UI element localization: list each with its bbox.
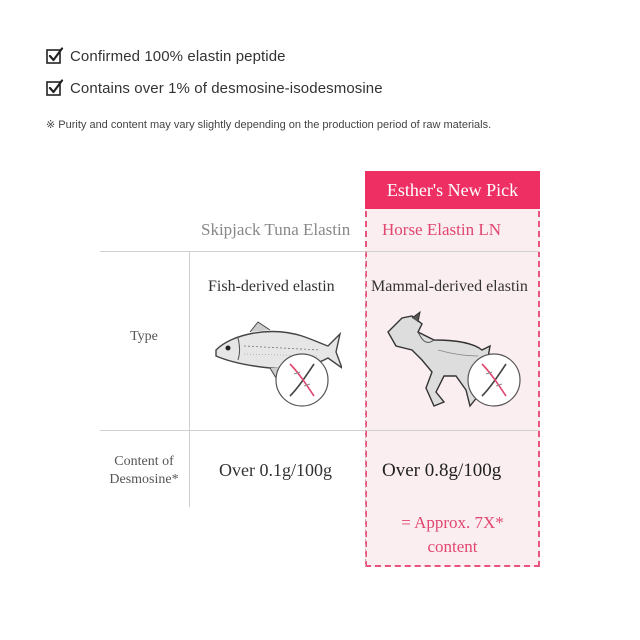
check-item-desmosine — [46, 79, 383, 97]
dna-icon — [276, 354, 328, 406]
row-label-content-line: Desmosine* — [109, 472, 179, 487]
horse-illustration — [382, 310, 527, 422]
new-pick-badge: Esther's New Pick — [365, 171, 540, 209]
row-label-divider — [189, 251, 190, 507]
fish-illustration — [210, 316, 342, 416]
content-value-horse: Over 0.8g/100g — [382, 460, 502, 481]
disclaimer-note: ※ Purity and content may vary slightly depending on the production period of raw materials. — [46, 119, 492, 131]
table-divider — [100, 251, 540, 252]
type-fish: Fish-derived elastin — [208, 278, 335, 295]
check-item-label: Confirmed 100% elastin peptide — [70, 47, 286, 65]
approx-line: content — [427, 537, 478, 556]
check-item-label: Contains over 1% of desmosine-isodesmosine — [70, 79, 383, 97]
content-value-tuna: Over 0.1g/100g — [219, 460, 332, 480]
column-header-tuna: Skipjack Tuna Elastin — [201, 220, 351, 239]
check-item-elastin-peptide — [46, 47, 286, 65]
row-label-type: Type — [130, 329, 158, 344]
table-divider — [100, 430, 540, 431]
row-label-content-line: Content of — [114, 454, 174, 469]
row-label-content — [100, 453, 188, 489]
type-mammal: Mammal-derived elastin — [371, 278, 528, 295]
approx-line: = Approx. 7X* — [401, 513, 504, 532]
dna-icon — [468, 354, 520, 406]
approx-multiplier — [365, 511, 540, 559]
checkbox-checked-icon — [46, 47, 64, 65]
checkbox-checked-icon — [46, 79, 64, 97]
column-header-horse: Horse Elastin LN — [382, 220, 501, 239]
